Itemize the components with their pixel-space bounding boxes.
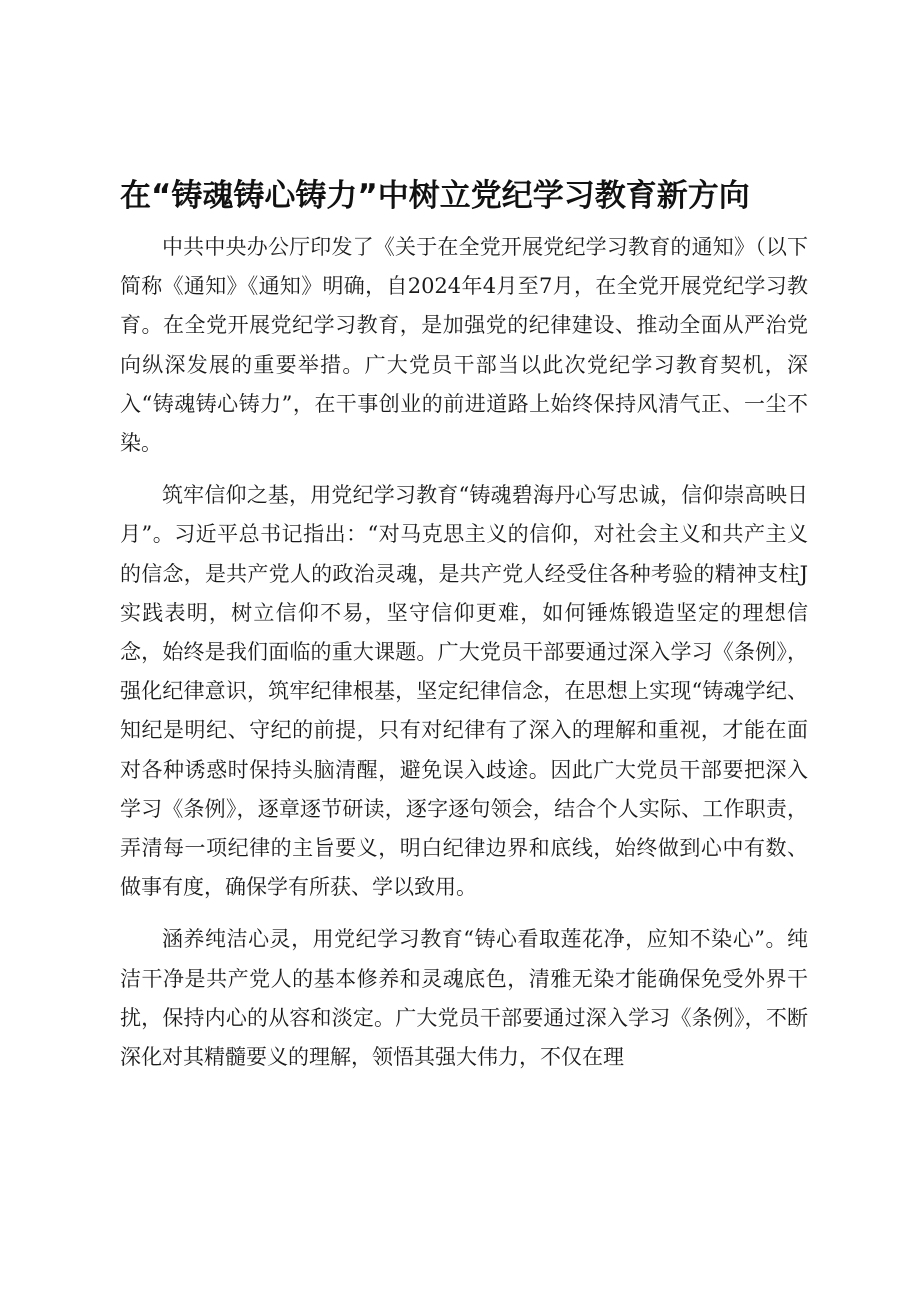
paragraph: 筑牢信仰之基，用党纪学习教育“铸魂碧海丹心写忠诚，信仰崇高映日月”。习近平总书记指出：“对马克思主义的信仰，对社会主义和共产主义的信念，是共产党人的政治灵魂，是共产党人经受住各种考验的精神支柱J实践表明，树立信仰不易，坚守信仰更难，如何锤炼锻造坚定的理想信念，始终是我们面临的重大课题。广大党员干部要通过深入学习《条例》，强化纪律意识，筑牢纪律根基，坚定纪律信念，在思想上实现“铸魂学纪、知纪是明纪、守纪的前提，只有对纪律有了深入的理解和重视，才能在面对各种诱惑时保持头脑清醒，避免误入歧途。因此广大党员干部要把深入学习《条例》，逐章逐节研读，逐字逐句领会，结合个人实际、工作职责，弄清每一项纪律的主旨要义，明白纪律边界和底线，始终做到心中有数、做事有度，确保学有所获、学以致用。 xyxy=(120,483,808,900)
paragraph: 涵养纯洁心灵，用党纪学习教育“铸心看取莲花净，应知不染心”。纯洁干净是共产党人的基本修养和灵魂底色，清雅无染才能确保免受外界干扰，保持内心的从容和淡定。广大党员干部要通过深入学习《条例》，不断深化对其精髓要义的理解，领悟其强大伟力，不仅在理 xyxy=(120,927,808,1070)
document-body xyxy=(120,228,808,1090)
paragraph: 中共中央办公厅印发了《关于在全党开展党纪学习教育的通知》（以下简称《通知》《通知》明确，自2024年4月至7月，在全党开展党纪学习教育。在全党开展党纪学习教育，是加强党的纪律建设、推动全面从严治党向纵深发展的重要举措。广大党员干部当以此次党纪学习教育契机，深入“铸魂铸心铸力”，在干事创业的前进道路上始终保持风清气正、一尘不染。 xyxy=(120,235,808,456)
document-title: 在“铸魂铸心铸力”中树立党纪学习教育新方向 xyxy=(120,178,750,214)
